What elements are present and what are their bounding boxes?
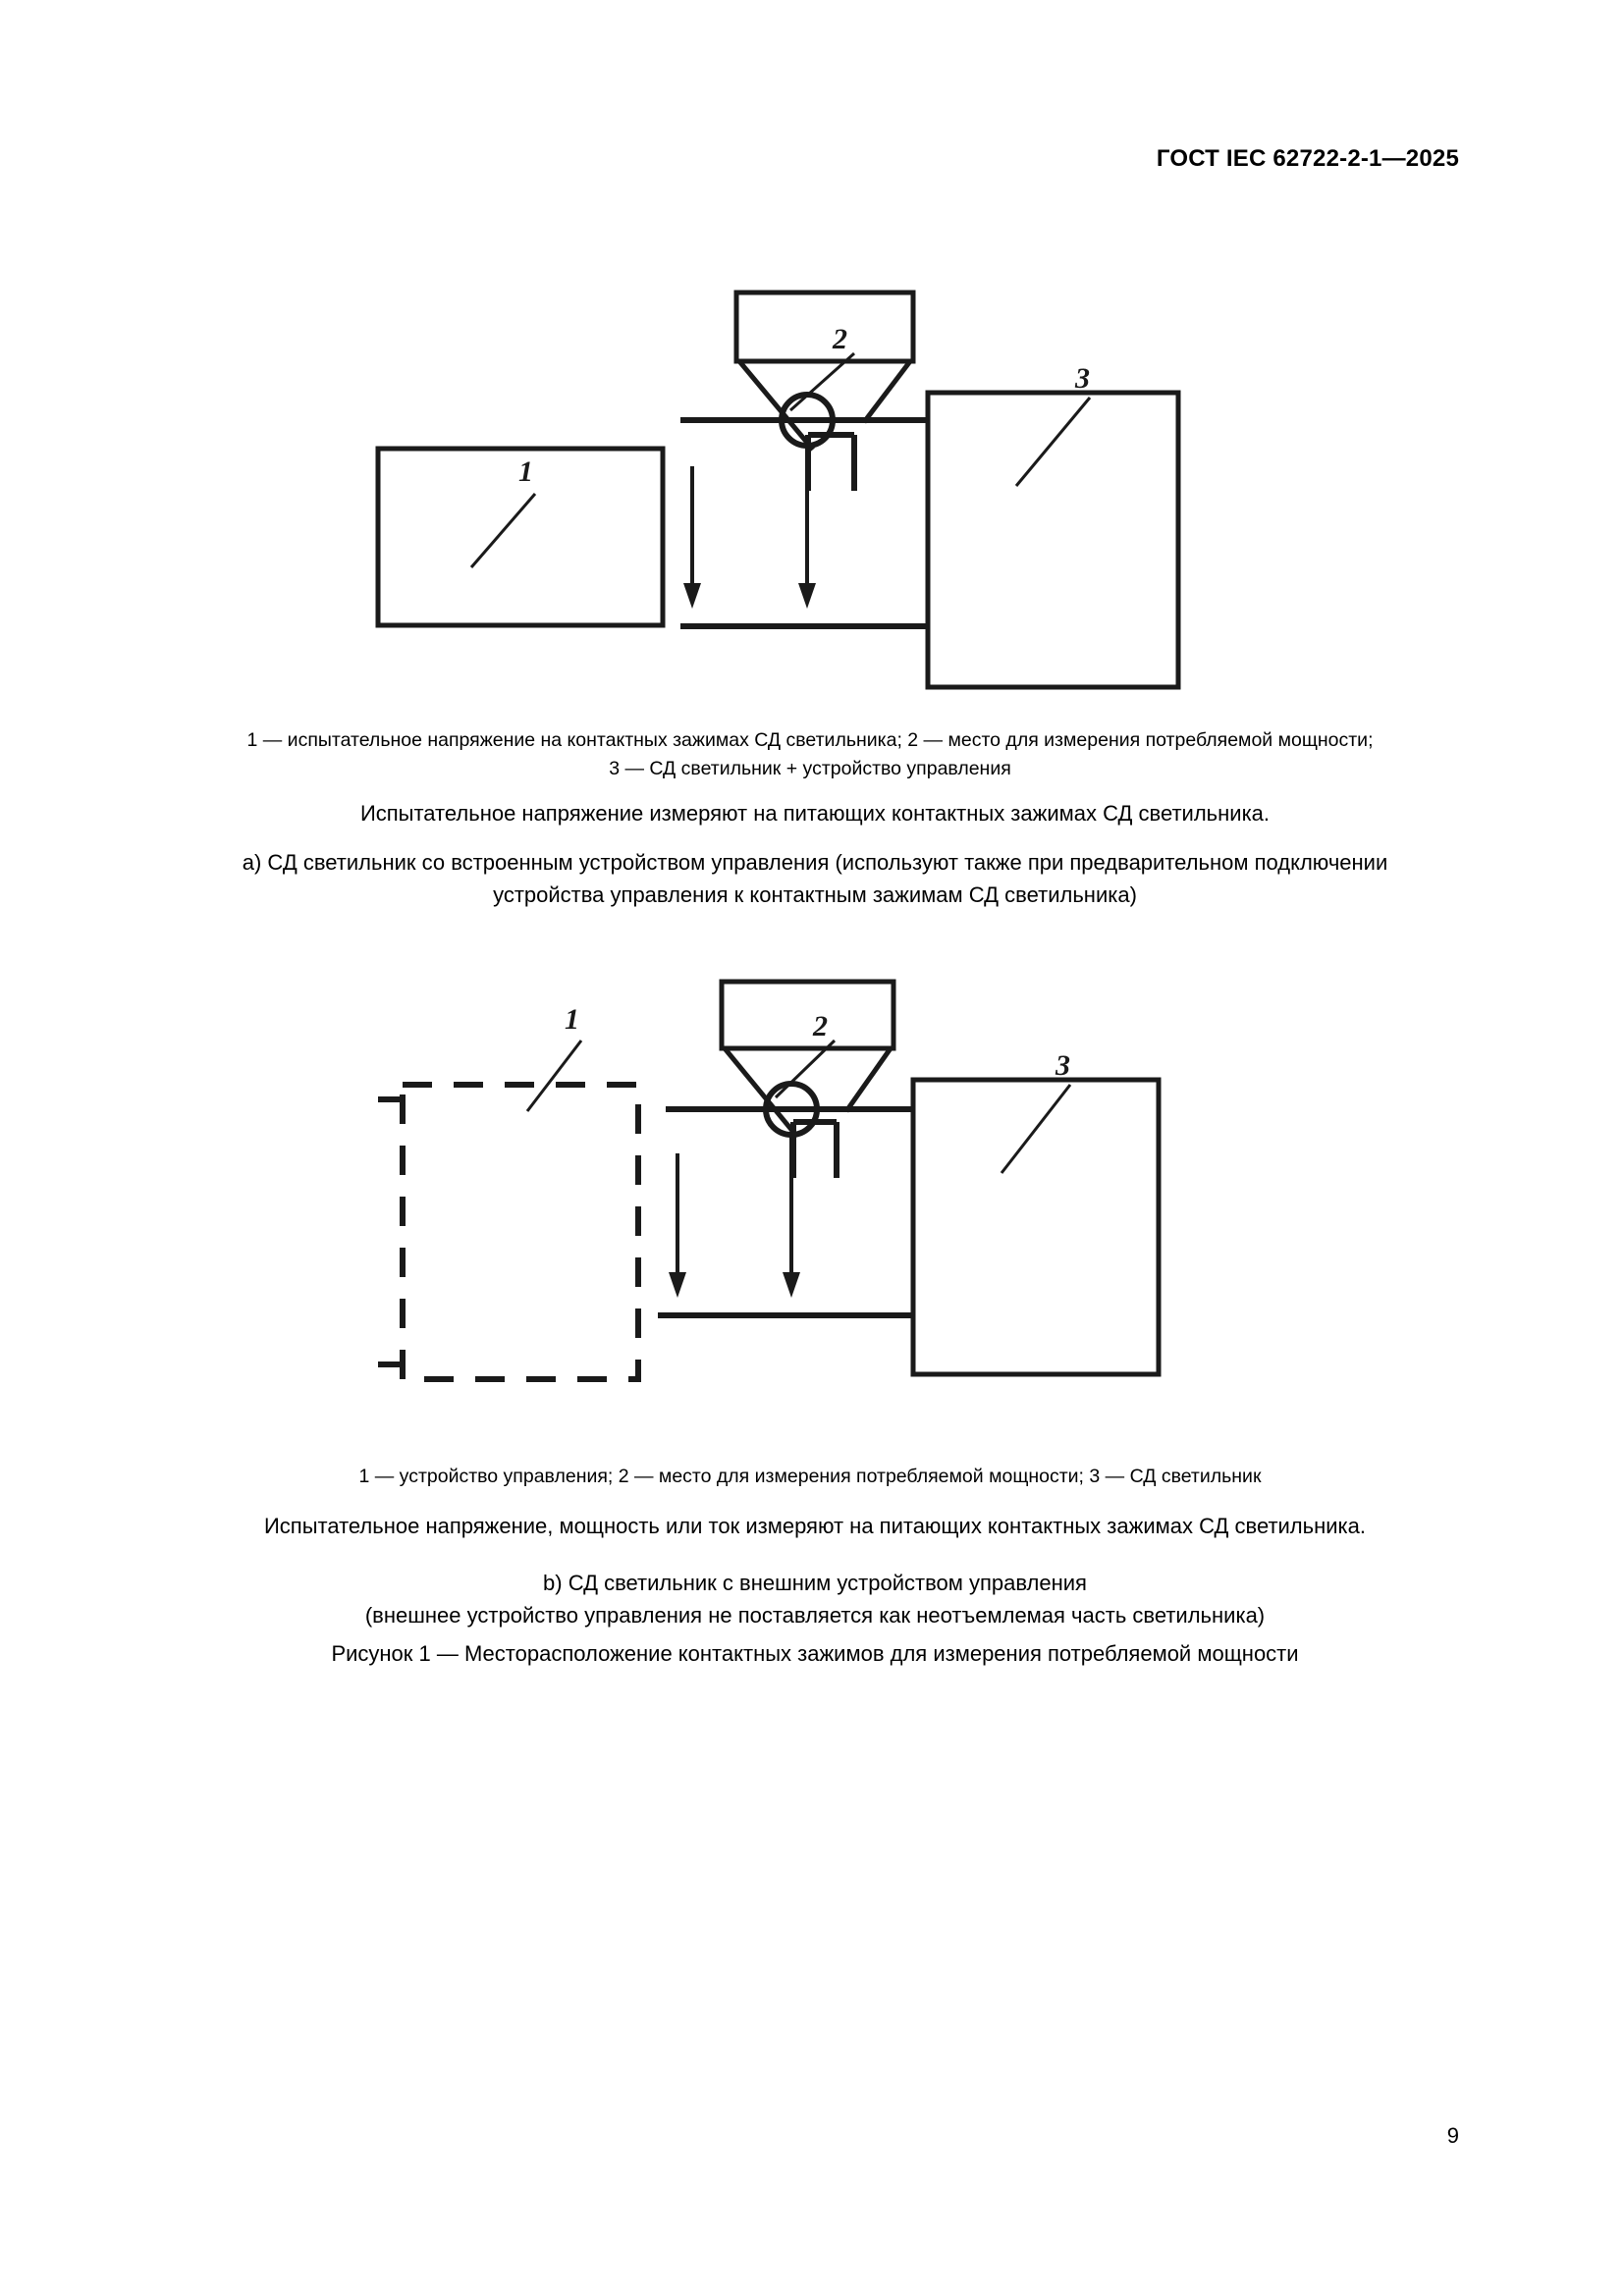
box-luminaire-b xyxy=(913,1080,1159,1374)
arrow-head-center xyxy=(798,583,816,609)
figure-b-label-3: 3 xyxy=(1056,1049,1070,1082)
page-number: 9 xyxy=(1446,2123,1459,2148)
figure-a-legend-line2: 3 — СД светильник + устройство управления xyxy=(609,758,1011,780)
figure-b-caption-line1: b) СД светильник с внешним устройством управления xyxy=(543,1571,1087,1595)
figure-a-caption-line2: устройства управления к контактным зажимам СД светильника) xyxy=(493,882,1137,907)
box-luminaire xyxy=(928,393,1178,687)
leader-3 xyxy=(1016,398,1090,486)
figure-a-legend-line1: 1 — испытательное напряжение на контактных зажимах СД светильника; 2 — место для измерения потребляемой мощности; xyxy=(246,729,1374,751)
box-control-gear-dashed xyxy=(403,1085,638,1379)
figure-a xyxy=(0,196,1624,707)
leader-1 xyxy=(471,494,535,567)
figure-a-caption-marker: a) xyxy=(242,850,262,875)
figure-a-caption-line1 xyxy=(118,846,1512,879)
figure-b-caption xyxy=(118,1567,1512,1631)
figure-a-caption xyxy=(118,846,1512,911)
figure-a-note: Испытательное напряжение измеряют на питающих контактных зажимах СД светильника. xyxy=(359,801,1271,826)
arrow-head-left xyxy=(683,583,701,609)
figure-b-caption-line2: (внешнее устройство управления не поставляется как неотъемлемая часть светильника) xyxy=(364,1603,1266,1628)
arrow-head-center-b xyxy=(783,1272,800,1298)
figure-a-label-3: 3 xyxy=(1075,362,1090,395)
figure-title: Рисунок 1 — Месторасположение контактных зажимов для измерения потребляемой мощности xyxy=(331,1641,1299,1666)
figure-b-diagram xyxy=(0,942,1624,1463)
figure-b-note: Испытательное напряжение, мощность или ток измеряют на питающих контактных зажимах СД светильника. xyxy=(263,1514,1367,1538)
figure-a-legend xyxy=(108,726,1512,784)
leader-3-b xyxy=(1001,1085,1070,1173)
figure-b-legend-line1: 1 — устройство управления; 2 — место для измерения потребляемой мощности; 3 — СД светильник xyxy=(358,1466,1262,1487)
figure-b-label-1: 1 xyxy=(565,1003,579,1036)
meter-box-b xyxy=(722,982,893,1048)
figure-a-caption-text1: СД светильник со встроенным устройством управления (используют также при предварительном подключении xyxy=(267,850,1388,875)
figure-a-diagram xyxy=(0,196,1624,707)
figure-b-label-2: 2 xyxy=(813,1010,828,1042)
arrow-head-left-b xyxy=(669,1272,686,1298)
figure-a-label-1: 1 xyxy=(518,455,533,488)
standard-header: ГОСТ IEC 62722-2-1—2025 xyxy=(1156,145,1459,172)
figure-b-legend xyxy=(108,1463,1512,1491)
figure-a-label-2: 2 xyxy=(833,323,847,355)
meter-box xyxy=(736,293,913,361)
leader-1-b xyxy=(527,1041,581,1111)
figure-b xyxy=(0,942,1624,1463)
